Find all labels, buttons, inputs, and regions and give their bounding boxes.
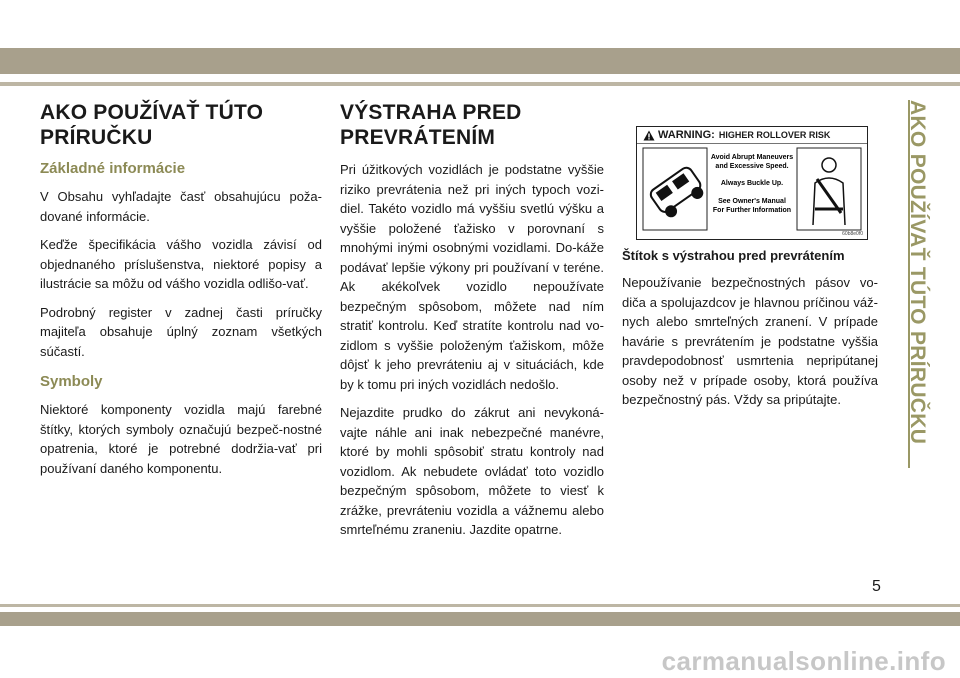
watermark: carmanualsonline.info [661, 646, 946, 676]
side-section-title [902, 100, 932, 472]
column-rollover-warning [340, 100, 604, 549]
heading-how-to-use: AKO POUŽÍVAŤ TÚTO PRÍRUČKU [40, 101, 264, 149]
overturned-car-icon [648, 165, 707, 220]
paragraph: Niektoré komponenty vozidla majú farebné štítky, ktorých symboly označujú bezpeč-nostné opatrenia, ktoré je potrebné dodržia-vať pri používaní daného komponentu. [40, 402, 322, 476]
paragraph: Podrobný register v zadnej časti príručky majiteľa obsahuje úplný zoznam všetkých súčastí. [40, 304, 322, 359]
column-label [622, 100, 878, 419]
seatbelt-icon [813, 158, 845, 225]
side-title-text: AKO POUŽÍVAŤ TÚTO PRÍRUČKU [906, 100, 929, 445]
warning-triangle-icon [643, 130, 655, 141]
label-line: Always Buckle Up. [720, 180, 784, 187]
warning-header [637, 127, 867, 143]
subheading-basic-info: Základné informácie [40, 160, 186, 177]
header-band [0, 48, 960, 74]
subheading-symbols: Symboly [40, 373, 103, 390]
rollover-warning-label [636, 126, 868, 240]
label-line: See Owner's Manual [718, 198, 786, 205]
heading-rollover-warning: VÝSTRAHA PRED PREVRÁTENÍM [340, 101, 522, 149]
label-line: For Further Information [712, 207, 792, 214]
paragraph: Nepoužívanie bezpečnostných pásov vo-diča a spolujazdcov je hlavnou príčinou váž-nych alebo smrteľných zranení. V prípade havárie s prevrátením je podstatne vyššia pravdepodobnosť usmrtenia nepripútanej osoby než v prípade osoby, ktorá používa bezpečnostný pás. Vždy sa pripútajte. [622, 275, 878, 407]
label-line: and Excessive Speed. [715, 163, 789, 170]
header-rule [0, 82, 960, 86]
rollover-label-art [637, 143, 867, 239]
footer-rule [0, 604, 960, 607]
label-line: Avoid Abrupt Maneuvers [710, 154, 794, 161]
paragraph: V Obsahu vyhľadajte časť obsahujúcu poža-dované informácie. [40, 189, 322, 224]
warning-word: WARNING: [658, 129, 715, 141]
image-code: 60b8e0f0 [842, 231, 863, 237]
page-number: 5 [872, 578, 881, 595]
warning-risk-text: HIGHER ROLLOVER RISK [718, 130, 831, 140]
footer-band [0, 612, 960, 626]
paragraph: Pri úžitkových vozidlách je podstatne vyššie riziko prevrátenia než pri iných typoch vozi-diel. Takéto vozidlo má vyššiu svetlú výšku a vyššie položené ťažisko v porovnaní s mnohými inými osobnými vozidlami. Do-káže podávať lepšie výkony pri používaní v teréne. Ak akékoľvek vozidlo nepoužívate bezpečným spôsobom, môžete nad ním stratiť kontrolu. Keď stratíte kontrolu nad vo-zidlom s vyššie položeným ťažiskom, môže dôjsť k jeho prevráteniu aj v situáciách, kde by k tomu pri iných vozidlách nedošlo. [340, 162, 604, 392]
paragraph: Keďže špecifikácia vášho vozidla závisí od objednaného príslušenstva, niektoré popisy a ilustrácie sa môžu od vášho vozidla odlišo-vať. [40, 237, 322, 291]
column-how-to-use [40, 100, 322, 487]
label-caption: Štítok s výstrahou pred prevrátením [622, 248, 845, 263]
paragraph: Nejazdite prudko do zákrut ani nevykoná-vajte náhle ani inak nebezpečné manévre, ktoré by mohli spôsobiť stratu kontroly nad vozidlom. Ak nebudete ovládať toto vozidlo bezpečným spôsobom, môžete to viesť k zrážke, prevráteniu vozidla a vážnemu alebo smrteľnému zraneniu. Jazdite opatrne. [340, 405, 604, 537]
